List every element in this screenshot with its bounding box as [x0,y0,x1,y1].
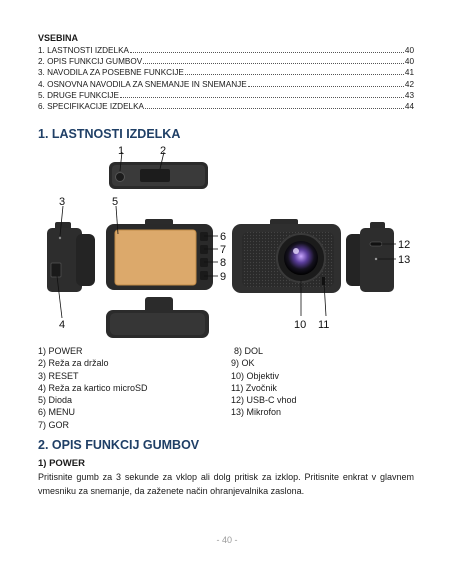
callout-2: 2 [160,145,167,157]
toc-entry[interactable] [38,90,414,101]
power-button-icon [116,173,125,182]
callout-10: 10 [294,319,307,331]
callout-3: 3 [59,196,66,208]
callout-7: 7 [220,244,227,256]
callout-1: 1 [118,145,125,157]
callout-13: 13 [398,254,411,266]
callout-5: 5 [112,196,119,208]
part-item: 2) Reža za držalo [38,358,109,369]
section1-heading: 1. LASTNOSTI IZDELKA [38,127,181,141]
part-item: 1) POWER [38,346,83,356]
ok-button [200,271,208,280]
part-item: 9) OK [231,358,255,369]
toc-entry-page: 40 [404,46,414,55]
lens-icon [284,241,318,275]
toc-entry-text: 4. OSNOVNA NAVODILA ZA SNEMANJE IN SNEMANJE [38,79,247,89]
menu-button [200,232,208,241]
part-item: 11) Zvočnik [231,382,277,393]
part-item: 4) Reža za kartico microSD [38,382,148,393]
right-side-device [346,222,394,292]
toc-entry-text: 1. LASTNOSTI IZDELKA [38,46,129,55]
toc-entry[interactable] [38,79,414,90]
toc-title: VSEBINA [38,33,79,43]
toc-entry-page: 42 [404,79,414,89]
screen-view-device [106,219,213,290]
toc-entry[interactable] [38,45,414,56]
toc-entry-text: 5. DRUGE FUNKCIJE [38,90,119,100]
section2-heading: 2. OPIS FUNKCIJ GUMBOV [38,438,200,452]
down-button [200,258,208,267]
part-item: 3) RESET [38,370,79,381]
toc-entry-page: 40 [404,57,414,67]
callout-9: 9 [220,271,227,283]
toc-entry-text: 3. NAVODILA ZA POSEBNE FUNKCIJE [38,68,184,78]
toc-entry-text: 2. OPIS FUNKCIJ GUMBOV [38,57,143,67]
callout-11: 11 [318,319,330,331]
power-subheading: 1) POWER [38,458,85,469]
callout-6: 6 [220,231,227,243]
callout-12: 12 [398,239,411,251]
up-button [200,245,208,254]
parts-list-right [231,345,297,419]
toc-entry[interactable] [38,67,414,78]
part-item: 12) USB-C vhod [231,395,297,406]
microphone-icon [375,258,377,260]
toc-entry[interactable] [38,101,414,112]
dashcam-diagram [0,140,454,345]
page-number: - 40 - [216,535,238,545]
lens-view-device [232,219,341,293]
part-item: 7) GOR [38,419,70,430]
toc-entry-text: 6. SPECIFIKACIJE IZDELKA [38,101,145,111]
power-description: Pritisnite gumb za 3 sekunde za vklop ali dolg pritisk za izklop. Pritisnite enkrat v glavnem vmesniku za snemanje, da zaženete način ohranjevalnika zaslona. [38,472,414,496]
table-of-contents [38,45,414,112]
callout-4: 4 [59,319,66,331]
part-item: 8) DOL [234,346,264,356]
toc-entry[interactable] [38,56,414,67]
parts-list-left [38,345,148,431]
part-item: 10) Objektiv [231,370,280,381]
part-item: 13) Mikrofon [231,407,282,418]
bottom-view-device [106,297,209,338]
callout-8: 8 [220,257,227,269]
part-item: 5) Dioda [38,395,73,406]
left-side-device [47,222,95,292]
toc-entry-page: 41 [404,68,414,78]
top-view-device [109,162,208,189]
toc-entry-page: 43 [404,90,414,100]
toc-entry-page: 44 [404,101,414,111]
part-item: 6) MENU [38,407,76,418]
usb-c-port-icon [370,242,382,246]
device-screen [115,230,196,285]
